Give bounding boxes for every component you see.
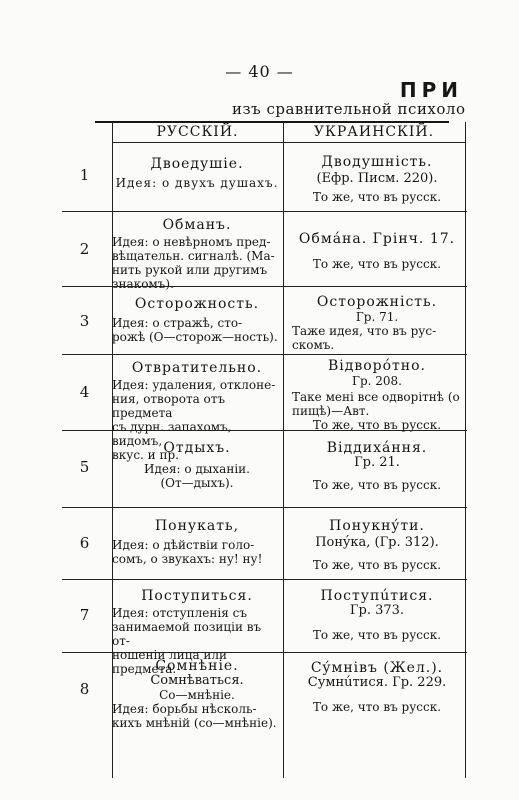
row-number: 6 <box>79 534 90 552</box>
row-number: 7 <box>79 606 90 624</box>
row-number: 5 <box>79 458 90 476</box>
title-fragment: ПРИ <box>399 78 463 102</box>
russian-entry: Поступиться. Идея: отступленія съ занимаемой позиціи въ от- ношеніи лица или предмета. <box>112 588 262 676</box>
row-rule <box>62 579 467 580</box>
russian-entry: Осторожность. Идея: о стражѣ, сто- рожѣ (О—сторож—ность). <box>112 296 278 344</box>
ukrainian-entry: Відворóтно. Гр. 208. Таке мені все одворітнѣ (о пищѣ)—Авт. То же, что въ русск. <box>292 358 460 432</box>
row-rule <box>62 211 467 212</box>
ukrainian-entry: Понукнýти. Понýка, (Гр. 312). То же, что въ русск. <box>312 518 442 572</box>
column-header-russian: РУССКІЙ. <box>156 124 239 140</box>
table-divider-right <box>465 122 466 778</box>
row-rule <box>62 430 467 431</box>
russian-entry: Отвратительно. Идея: удаления, отклоне- ния, отворота отъ предмета съ дурн. запахомъ, видомъ, вкус. и пр. <box>112 360 276 462</box>
row-number: 1 <box>79 166 90 184</box>
subtitle-fragment: изъ сравнительной психоло <box>232 100 466 118</box>
row-rule <box>62 286 467 287</box>
page-number: — 40 — <box>225 62 294 81</box>
ukrainian-entry: Обмáна. Грінч. 17. То же, что въ русск. <box>298 231 456 271</box>
ukrainian-entry: Віддихáння. Гр. 21. То же, что въ русск. <box>312 440 442 492</box>
row-number: 3 <box>79 312 90 330</box>
row-rule <box>62 652 467 653</box>
russian-entry: Отдыхъ. Идея: о дыханіи. (От—дыхъ). <box>144 440 250 490</box>
ukrainian-entry: Сýмнівъ (Жел.). Сумнúтися. Гр. 229. То же, что въ русск. <box>307 660 447 714</box>
row-number: 4 <box>79 383 90 401</box>
row-rule <box>62 507 467 508</box>
header-bottom-rule <box>112 142 465 143</box>
ukrainian-entry: Поступúтися. Гр. 373. То же, что въ русск. <box>312 588 442 642</box>
table-divider-mid <box>283 122 284 778</box>
table-top-rule <box>95 121 449 123</box>
ukrainian-entry: Осторожність. Гр. 71. Таже идея, что въ рус- скомъ. <box>292 294 438 352</box>
ukrainian-entry: Дводушність. (Ефр. Писм. 220). То же, что въ русск. <box>312 154 442 204</box>
russian-entry: Двоедушіе. Идея: о двухъ душахъ. <box>115 156 279 190</box>
row-rule <box>62 354 467 355</box>
russian-entry: Сомнѣніе. Сомнѣваться. Со—мнѣніе. Идея: борьбы нѣсколь- кихъ мнѣній (со—мнѣніе). <box>112 658 277 730</box>
russian-entry: Понукать, Идея: о дѣйствіи голо- сомъ, о звукахъ: ну! ну! <box>112 518 263 566</box>
row-number: 8 <box>79 680 90 698</box>
row-number: 2 <box>79 240 90 258</box>
column-header-ukrainian: УКРАИНСКІЙ. <box>313 124 435 140</box>
russian-entry: Обманъ. Идея: о невѣрномъ пред- вѣщательн. сигналѣ. (Ма- нить рукой или другимъ знакомъ). <box>112 217 275 291</box>
